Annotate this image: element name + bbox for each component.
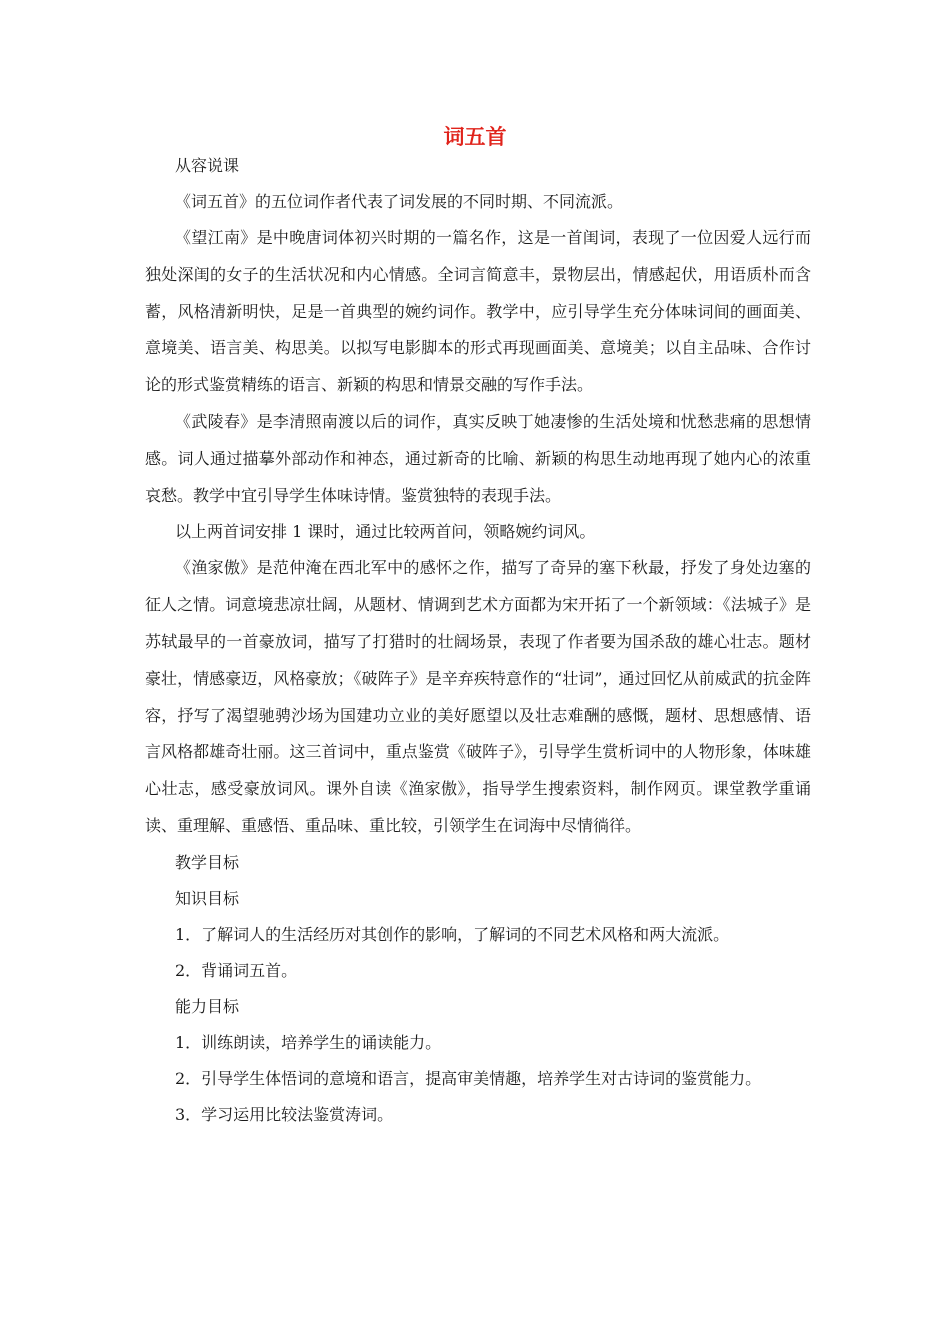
paragraph-schedule: 以上两首词安排 1 课时，通过比较两首问，领略婉约词风。	[175, 522, 596, 542]
document-title: 词五首	[443, 124, 507, 149]
list-item: 1．了解词人的生活经历对其创作的影响，了解词的不同艺术风格和两大流派。	[175, 924, 730, 944]
paragraph-wangjiangnan: 《望江南》是中晚唐词体初兴时期的一篇名作，这是一首闺词，表现了一位因爱人远行而独处深闺的女子的生活状况和内心情感。全词言简意丰，景物层出，情感起伏，用语质朴而含蓄，风格清新明快，足是一首典型的婉约词作。教学中，应引导学生充分体味词间的画面美、意境美、语言美、构思美。以拟写电影脚本的形式再现画面美、意境美；以自主品味、合作讨论的形式鉴赏精练的语言、新颖的构思和情景交融的写作手法。	[145, 228, 811, 395]
paragraph-intro: 《词五首》的五位词作者代表了词发展的不同时期、不同流派。	[175, 192, 624, 211]
section-heading-lesson-talk: 从容说课	[175, 156, 240, 175]
list-item: 2．背诵词五首。	[175, 960, 298, 980]
paragraph-haofang: 《渔家傲》是范仲淹在西北军中的感怀之作，描写了奇异的塞下秋最，抒发了身处边塞的征人之情。词意境悲凉壮阔，从题材、情调到艺术方面都为宋开拓了一个新领域：《法城子》是苏轼最早的一首豪放词，描写了打猎时的壮阔场景，表现了作者要为国杀敌的雄心壮志。题材豪壮，情感豪迈，风格豪放；《破阵子》是辛弃疾特意作的“壮词”，通过回忆从前威武的抗金阵容，抒写了渴望驰骋沙场为国建功立业的美好愿望以及壮志难酬的感慨，题材、思想感情、语言风格都雄奇壮丽。这三首词中，重点鉴赏《破阵子》，引导学生赏析词中的人物形象，体味雄心壮志，感受豪放词风。课外自读《渔家傲》，指导学生搜索资料，制作网页。课堂教学重诵读、重理解、重感悟、重品味、重比较，引领学生在词海中尽情徜徉。	[145, 558, 811, 835]
section-heading-goals: 教学目标	[175, 852, 240, 872]
paragraph-wulingchun: 《武陵春》是李清照南渡以后的词作，真实反映丁她凄惨的生活处境和忧愁悲痛的思想情感。词人通过描摹外部动作和神态，通过新奇的比喻、新颖的构思生动地再现了她内心的浓重哀愁。教学中宜引导学生体味诗情。鉴赏独特的表现手法。	[145, 411, 811, 505]
list-item: 1．训练朗读，培养学生的诵读能力。	[175, 1032, 442, 1052]
list-item: 2．引导学生体悟词的意境和语言，提高审美情趣，培养学生对古诗词的鉴赏能力。	[175, 1068, 762, 1088]
section-heading-ability: 能力目标	[175, 996, 240, 1016]
document-body	[145, 148, 811, 1133]
section-heading-knowledge: 知识目标	[175, 888, 240, 908]
list-item: 3．学习运用比较法鉴赏涛词。	[175, 1104, 394, 1124]
